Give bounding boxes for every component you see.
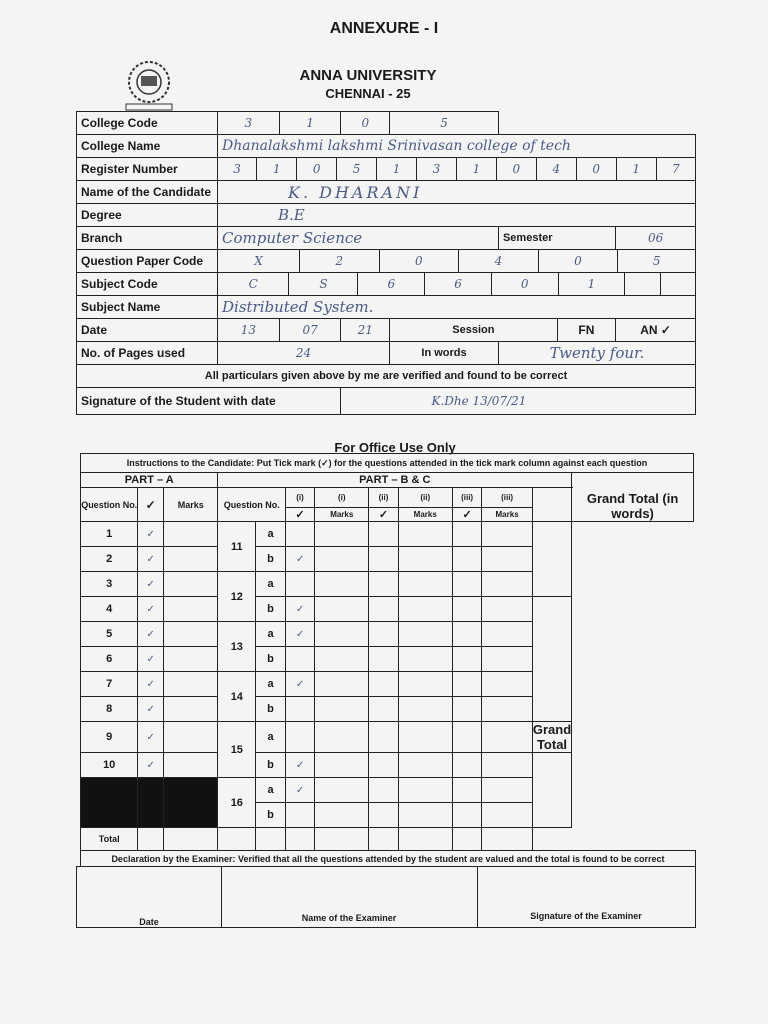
part-bc-cell — [398, 778, 452, 803]
sub-question-label: a — [256, 622, 286, 647]
part-bc-cell — [452, 778, 481, 803]
part-bc-cell — [315, 547, 369, 572]
branch-label: Branch — [77, 227, 218, 250]
part-bc-question-number: 16 — [218, 778, 256, 828]
subject-code-char: 6 — [425, 273, 492, 295]
in-words-label: In words — [390, 342, 499, 365]
part-a-question-number: 2 — [81, 547, 138, 572]
tick-header: ✓ — [369, 508, 398, 522]
sub-question-label: a — [256, 672, 286, 697]
subject-name-value: Distributed System. — [218, 296, 696, 319]
part-bc-cell — [369, 572, 398, 597]
tick-header: ✓ — [452, 508, 481, 522]
part-bc-cell — [482, 597, 533, 622]
register-digit: 4 — [536, 158, 576, 180]
part-a-marks-cell — [164, 547, 218, 572]
part-bc-tick-mark — [285, 697, 314, 722]
roman-ii: (ii) — [369, 488, 398, 508]
part-bc-cell — [398, 753, 452, 778]
part-bc-cell — [398, 647, 452, 672]
part-bc-tick-mark — [285, 722, 314, 753]
total-label: Total — [81, 828, 138, 851]
part-bc-cell — [398, 803, 452, 828]
part-bc-cell — [369, 522, 398, 547]
sub-question-label: b — [256, 547, 286, 572]
part-a-tick-mark: ✓ — [138, 697, 164, 722]
session-label: Session — [390, 319, 557, 342]
candidate-name-label: Name of the Candidate — [77, 181, 218, 204]
register-digit: 3 — [218, 158, 257, 180]
part-a-marks-cell — [164, 647, 218, 672]
part-bc-tick-mark: ✓ — [285, 778, 314, 803]
subject-code-char: C — [218, 273, 289, 295]
part-bc-cell — [369, 722, 398, 753]
part-a-question-number: 5 — [81, 622, 138, 647]
part-bc-tick-mark: ✓ — [285, 597, 314, 622]
part-bc-tick-mark: ✓ — [285, 672, 314, 697]
part-bc-header: PART – B & C — [218, 473, 572, 488]
part-bc-question-number: 11 — [218, 522, 256, 572]
register-digit: 3 — [416, 158, 456, 180]
examiner-date-label: Date — [139, 917, 159, 927]
subject-code-label: Subject Code — [77, 273, 218, 296]
sub-question-label: b — [256, 647, 286, 672]
part-bc-cell — [452, 547, 481, 572]
part-a-marks-header: Marks — [164, 488, 218, 522]
examiner-signature-label: Signature of the Examiner — [530, 911, 642, 921]
roman-iii: (iii) — [482, 488, 533, 508]
sub-question-label: a — [256, 572, 286, 597]
register-digit: 1 — [257, 158, 297, 180]
part-bc-cell — [315, 622, 369, 647]
degree-label: Degree — [77, 204, 218, 227]
qp-code-char: X — [218, 250, 300, 272]
examiner-box — [76, 866, 696, 928]
part-bc-cell — [369, 803, 398, 828]
register-number-label: Register Number — [77, 158, 218, 181]
part-bc-cell — [315, 572, 369, 597]
part-bc-tick-mark — [285, 522, 314, 547]
college-name-value: Dhanalakshmi lakshmi Srinivasan college of tech — [218, 135, 696, 158]
in-words-value: Twenty four. — [498, 342, 695, 365]
part-a-question-number: 7 — [81, 672, 138, 697]
part-bc-cell — [482, 803, 533, 828]
part-bc-cell — [452, 803, 481, 828]
part-bc-cell — [398, 597, 452, 622]
part-bc-cell — [452, 522, 481, 547]
roman-iii: (iii) — [452, 488, 481, 508]
part-bc-cell — [452, 753, 481, 778]
college-code-digit: 1 — [279, 112, 341, 135]
date-month: 07 — [279, 319, 341, 342]
part-bc-tick-mark — [285, 803, 314, 828]
session-fn: FN — [557, 319, 616, 342]
part-a-marks-cell — [164, 697, 218, 722]
tick-header: ✓ — [285, 508, 314, 522]
examiner-declaration: Declaration by the Examiner: Verified that all the questions attended by the student are valued and the total is found to be correct — [80, 850, 696, 867]
part-a-tick-mark: ✓ — [138, 722, 164, 753]
part-a-question-number: 8 — [81, 697, 138, 722]
roman-ii: (ii) — [398, 488, 452, 508]
part-bc-cell — [452, 697, 481, 722]
subject-code-char — [661, 273, 695, 295]
part-bc-cell — [482, 547, 533, 572]
subject-name-label: Subject Name — [77, 296, 218, 319]
pages-label: No. of Pages used — [77, 342, 218, 365]
annexure-title: ANNEXURE - I — [329, 20, 439, 37]
part-bc-cell — [369, 778, 398, 803]
part-a-qno-header: Question No. — [81, 488, 138, 522]
subject-code-char: 6 — [358, 273, 425, 295]
sub-question-label: a — [256, 522, 286, 547]
part-bc-cell — [452, 597, 481, 622]
register-digit: 1 — [616, 158, 656, 180]
part-a-question-number: 6 — [81, 647, 138, 672]
question-paper-code-label: Question Paper Code — [77, 250, 218, 273]
roman-i: (i) — [285, 488, 314, 508]
marks-header: Marks — [315, 508, 369, 522]
part-bc-cell — [482, 753, 533, 778]
part-bc-cell — [398, 547, 452, 572]
register-digit: 1 — [377, 158, 417, 180]
register-digit: 0 — [496, 158, 536, 180]
register-digit: 1 — [456, 158, 496, 180]
blocked-cell — [164, 778, 218, 828]
part-bc-question-number: 12 — [218, 572, 256, 622]
branch-value: Computer Science — [218, 227, 499, 250]
part-bc-cell — [482, 647, 533, 672]
qp-code-char: 0 — [379, 250, 459, 272]
part-bc-cell — [315, 672, 369, 697]
blocked-cell — [81, 778, 138, 828]
degree-value: B.E — [218, 204, 696, 227]
office-use-table — [80, 453, 694, 851]
part-bc-cell — [482, 778, 533, 803]
part-bc-cell — [369, 753, 398, 778]
part-bc-cell — [398, 622, 452, 647]
qp-code-char: 0 — [538, 250, 618, 272]
part-a-tick-mark: ✓ — [138, 597, 164, 622]
blocked-cell — [138, 778, 164, 828]
register-digit: 0 — [297, 158, 337, 180]
semester-label: Semester — [498, 227, 615, 250]
part-a-tick-mark: ✓ — [138, 622, 164, 647]
part-bc-tick-mark: ✓ — [285, 753, 314, 778]
part-a-question-number: 3 — [81, 572, 138, 597]
office-use-title: For Office Use Only — [334, 440, 456, 455]
part-bc-cell — [482, 522, 533, 547]
date-day: 13 — [218, 319, 280, 342]
part-bc-cell — [482, 697, 533, 722]
part-a-tick-mark: ✓ — [138, 522, 164, 547]
register-digit: 0 — [576, 158, 616, 180]
part-bc-cell — [315, 803, 369, 828]
student-info-table — [76, 111, 696, 415]
part-bc-cell — [315, 722, 369, 753]
qp-code-char: 5 — [618, 250, 695, 272]
subject-code-char: 0 — [491, 273, 558, 295]
part-a-tick-mark: ✓ — [138, 547, 164, 572]
part-bc-tick-mark — [285, 572, 314, 597]
qp-code-char: 4 — [459, 250, 539, 272]
part-bc-qno-header: Question No. — [218, 488, 285, 522]
part-bc-tick-mark — [285, 647, 314, 672]
part-a-marks-cell — [164, 672, 218, 697]
college-code-digit: 3 — [218, 112, 280, 135]
marks-header: Marks — [398, 508, 452, 522]
date-label: Date — [77, 319, 218, 342]
part-a-question-number: 4 — [81, 597, 138, 622]
part-a-tick-mark: ✓ — [138, 672, 164, 697]
college-code-label: College Code — [77, 112, 218, 135]
part-bc-question-number: 13 — [218, 622, 256, 672]
sub-question-label: b — [256, 753, 286, 778]
part-bc-cell — [452, 672, 481, 697]
part-a-marks-cell — [164, 622, 218, 647]
part-bc-cell — [482, 622, 533, 647]
grand-total-words-box — [532, 597, 571, 722]
part-bc-cell — [315, 647, 369, 672]
university-name: ANNA UNIVERSITY — [299, 67, 437, 84]
grand-total-words-label: Grand Total (in words) — [572, 473, 694, 522]
subject-code-char — [625, 273, 661, 295]
session-an: AN ✓ — [616, 319, 696, 342]
part-bc-cell — [452, 722, 481, 753]
part-bc-cell — [398, 572, 452, 597]
sub-question-label: a — [256, 778, 286, 803]
part-bc-cell — [452, 572, 481, 597]
part-bc-cell — [369, 622, 398, 647]
part-bc-question-number: 14 — [218, 672, 256, 722]
grand-total-box — [532, 753, 571, 828]
part-bc-cell — [452, 622, 481, 647]
part-bc-cell — [398, 722, 452, 753]
college-code-digit: 0 — [341, 112, 390, 135]
part-a-marks-cell — [164, 522, 218, 547]
sub-question-label: b — [256, 697, 286, 722]
part-bc-cell — [398, 672, 452, 697]
grand-total-label: Grand Total — [532, 722, 572, 752]
examiner-name-label: Name of the Examiner — [301, 913, 397, 923]
marks-header: Marks — [482, 508, 533, 522]
subject-code-char: 1 — [558, 273, 625, 295]
register-digit: 5 — [337, 158, 377, 180]
part-a-question-number: 9 — [81, 722, 138, 753]
student-declaration: All particulars given above by me are verified and found to be correct — [77, 365, 696, 388]
roman-i: (i) — [315, 488, 369, 508]
semester-value: 06 — [616, 227, 696, 250]
pages-value: 24 — [218, 342, 390, 365]
college-code-digit: 5 — [390, 112, 499, 135]
part-bc-cell — [452, 647, 481, 672]
part-bc-cell — [369, 697, 398, 722]
college-name-label: College Name — [77, 135, 218, 158]
part-bc-tick-mark: ✓ — [285, 547, 314, 572]
part-a-tick-mark: ✓ — [138, 753, 164, 778]
instructions-text: Instructions to the Candidate: Put Tick mark (✓) for the questions attended in the tick mark column against each question — [81, 454, 694, 473]
part-a-header: PART – A — [81, 473, 218, 488]
part-bc-cell — [315, 753, 369, 778]
part-a-tick-header: ✓ — [138, 488, 164, 522]
part-bc-cell — [315, 778, 369, 803]
part-a-marks-cell — [164, 597, 218, 622]
part-a-question-number: 10 — [81, 753, 138, 778]
student-signature: K.Dhe 13/07/21 — [341, 388, 696, 415]
part-bc-cell — [482, 572, 533, 597]
part-a-tick-mark: ✓ — [138, 647, 164, 672]
signature-label: Signature of the Student with date — [77, 388, 341, 415]
subject-code-char: S — [289, 273, 358, 295]
part-a-marks-cell — [164, 722, 218, 753]
sub-question-label: a — [256, 722, 286, 753]
sub-question-label: b — [256, 803, 286, 828]
candidate-name-value: K. DHARANI — [218, 181, 696, 204]
sub-question-label: b — [256, 597, 286, 622]
part-bc-cell — [369, 672, 398, 697]
part-bc-cell — [369, 597, 398, 622]
part-bc-cell — [315, 522, 369, 547]
part-bc-cell — [398, 697, 452, 722]
part-bc-cell — [369, 547, 398, 572]
part-a-marks-cell — [164, 753, 218, 778]
register-digit: 7 — [656, 158, 695, 180]
part-bc-cell — [482, 672, 533, 697]
grand-total-words-box — [532, 522, 571, 597]
part-bc-cell — [369, 647, 398, 672]
qp-code-char: 2 — [300, 250, 380, 272]
part-a-marks-cell — [164, 572, 218, 597]
part-bc-cell — [315, 597, 369, 622]
part-a-question-number: 1 — [81, 522, 138, 547]
part-a-tick-mark: ✓ — [138, 572, 164, 597]
part-bc-cell — [482, 722, 533, 753]
date-year: 21 — [341, 319, 390, 342]
part-bc-cell — [398, 522, 452, 547]
part-bc-tick-mark: ✓ — [285, 622, 314, 647]
part-bc-cell — [315, 697, 369, 722]
university-city: CHENNAI - 25 — [325, 86, 411, 101]
part-bc-question-number: 15 — [218, 722, 256, 778]
